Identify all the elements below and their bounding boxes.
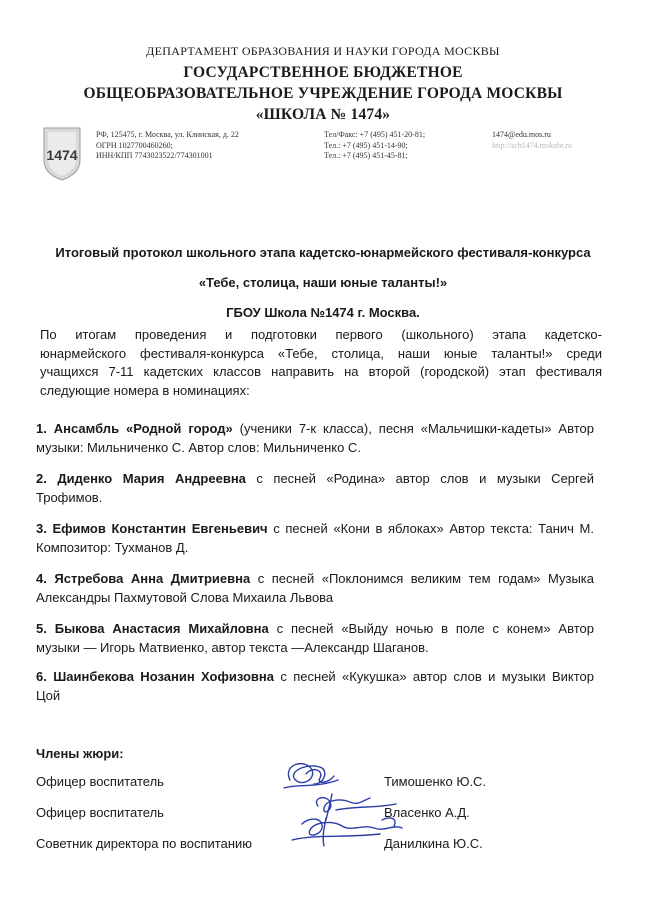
entry-number: 5. bbox=[36, 621, 47, 636]
entry-line-1 bbox=[36, 668, 594, 687]
protocol-title: Итоговый протокол школьного этапа кадетско-юнармейского фестиваля-конкурса bbox=[55, 245, 591, 260]
entry-number: 3. bbox=[36, 521, 47, 536]
jury-role: Офицер воспитатель bbox=[36, 774, 164, 789]
ogrn: ОГРН 1027700460260; bbox=[96, 140, 173, 150]
intro-line-3: учащихся 7-11 кадетских классов направить на второй (городской) этап фестиваля bbox=[40, 364, 602, 379]
entry-description: с песней «Поклонимся великим тем годам» Музыка bbox=[250, 571, 594, 586]
entry-line-2: Александры Пахмутовой Слова Михаила Львова bbox=[36, 589, 334, 605]
address-block bbox=[96, 130, 239, 162]
jury-name: Власенко А.Д. bbox=[384, 805, 470, 820]
web-block bbox=[492, 130, 572, 151]
entry-performer: Диденко Мария Андреевна bbox=[57, 471, 246, 486]
entry-performer: Ефимов Константин Евгеньевич bbox=[52, 521, 268, 536]
inn-kpp: ИНН/КПП 7743023522/774301001 bbox=[96, 151, 213, 160]
entry-line-1 bbox=[36, 620, 594, 639]
tel-fax: Тел/Факс: +7 (495) 451-20-81; bbox=[324, 130, 426, 139]
school-name: ГБОУ Школа №1474 г. Москва. bbox=[226, 305, 420, 320]
entry-performer: Быкова Анастасия Михайловна bbox=[54, 621, 269, 636]
tel-2: Тел.: +7 (495) 451-45-81; bbox=[324, 151, 408, 160]
entry-line-2: музыки: Мильниченко С. Автор слов: Мильниченко С. bbox=[36, 439, 361, 455]
entry-line-1 bbox=[36, 520, 594, 539]
org-name-line-2: ОБЩЕОБРАЗОВАТЕЛЬНОЕ УЧРЕЖДЕНИЕ ГОРОДА МОСКВЫ bbox=[83, 85, 563, 102]
entry-description: (ученики 7-к класса), песня «Мальчишки-кадеты» Автор bbox=[232, 421, 594, 436]
entry-line-2: музыки — Игорь Матвиенко, автор текста —Александр Шаганов. bbox=[36, 639, 429, 655]
entry-description: с песней «Кукушка» автор слов и музыки Виктор bbox=[274, 669, 595, 684]
email-link[interactable]: 1474@edu.mos.ru bbox=[492, 130, 551, 139]
jury-role: Советник директора по воспитанию bbox=[36, 836, 253, 851]
entry-number: 6. bbox=[36, 669, 47, 684]
tel-1: Тел.: +7 (495) 451-14-90; bbox=[324, 140, 408, 150]
department-name: ДЕПАРТАМЕНТ ОБРАЗОВАНИЯ И НАУКИ ГОРОДА МОСКВЫ bbox=[146, 44, 500, 58]
entry-description: с песней «Родина» автор слов и музыки Сергей bbox=[245, 471, 594, 486]
website-link[interactable]: http://sch1474.mskobr.ru bbox=[492, 140, 572, 150]
entry-performer: Шаинбекова Нозанин Хофизовна bbox=[53, 669, 275, 684]
entry bbox=[36, 420, 594, 457]
entry-line-2: Трофимов. bbox=[36, 489, 103, 505]
jury-heading: Члены жюри: bbox=[36, 746, 124, 761]
entry-line-1 bbox=[36, 420, 594, 439]
intro-line-2: юнармейского фестиваля-конкурса «Тебе, столица, наши юные таланты!» среди bbox=[40, 345, 602, 361]
intro-paragraph bbox=[40, 326, 602, 400]
festival-name: «Тебе, столица, наши юные таланты!» bbox=[198, 275, 448, 290]
intro-line-1: По итогам проведения и подготовки первого (школьного) этапа кадетско- bbox=[40, 327, 602, 342]
entry bbox=[36, 520, 594, 557]
entry-line-1 bbox=[36, 470, 594, 489]
organization-name bbox=[0, 62, 646, 125]
entry bbox=[36, 570, 594, 607]
entry-performer: Ястребова Анна Дмитриевна bbox=[54, 571, 251, 586]
entry-number: 1. bbox=[36, 421, 47, 436]
jury-role: Офицер воспитатель bbox=[36, 805, 164, 820]
phone-block bbox=[324, 130, 425, 162]
handwritten-signatures bbox=[266, 754, 466, 864]
org-name-line-1: ГОСУДАРСТВЕННОЕ БЮДЖЕТНОЕ bbox=[183, 64, 463, 81]
entry-line-2: Композитор: Тухманов Д. bbox=[36, 539, 189, 555]
org-name-line-3: «ШКОЛА № 1474» bbox=[255, 106, 391, 123]
entry-number: 2. bbox=[36, 471, 47, 486]
entry-line-1 bbox=[36, 570, 594, 589]
jury-name: Тимошенко Ю.С. bbox=[384, 774, 487, 789]
entry bbox=[36, 668, 594, 705]
intro-line-4: следующие номера в номинациях: bbox=[40, 382, 250, 398]
entry bbox=[36, 620, 594, 657]
entry bbox=[36, 470, 594, 507]
entry-line-2: Цой bbox=[36, 687, 61, 703]
entry-number: 4. bbox=[36, 571, 47, 586]
school-shield-logo bbox=[36, 126, 88, 182]
logo-number: 1474 bbox=[46, 147, 78, 163]
entry-description: с песней «Кони в яблоках» Автор текста: Танич М. bbox=[267, 521, 594, 536]
entry-description: с песней «Выйду ночью в поле с конем» Автор bbox=[268, 621, 594, 636]
entry-performer: Ансамбль «Родной город» bbox=[53, 421, 233, 436]
address: РФ, 125475, г. Москва, ул. Клинская, д. 22 bbox=[96, 130, 239, 139]
jury-name: Данилкина Ю.С. bbox=[384, 836, 483, 851]
